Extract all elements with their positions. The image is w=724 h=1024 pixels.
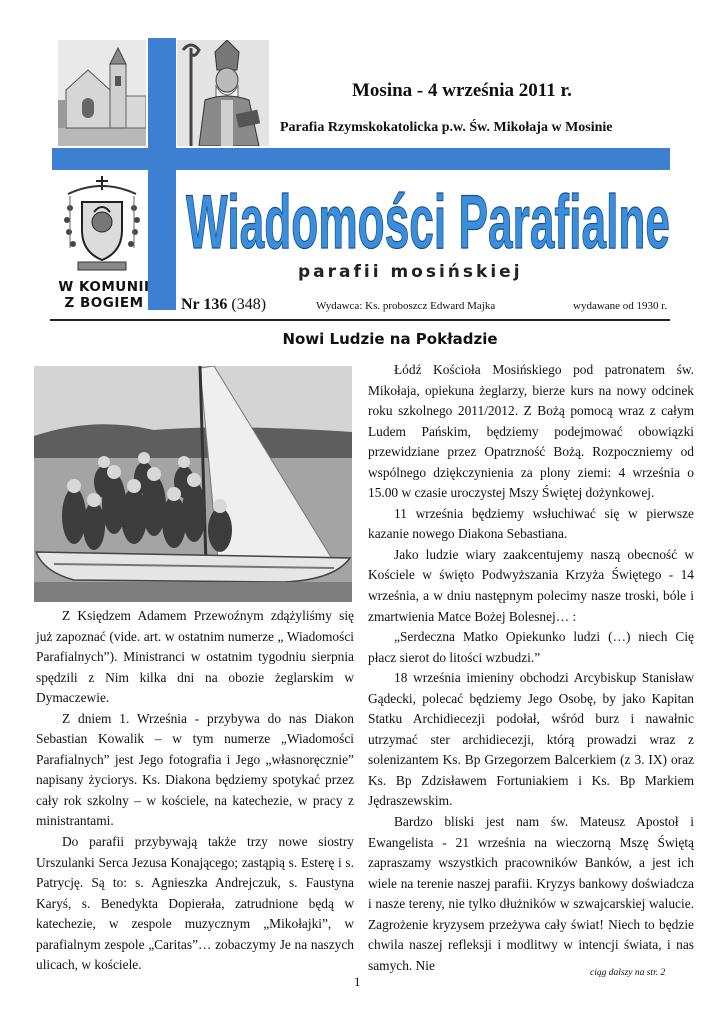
motto: [56, 279, 152, 311]
parish-name: Parafia Rzymskokatolicka p.w. Św. Mikołaja w Mosinie: [280, 120, 613, 135]
bishop-icon-photo: [177, 40, 269, 146]
masthead-title-block: [180, 180, 680, 260]
cross-horizontal-bar: [52, 148, 670, 170]
article-paragraph: Łódź Kościoła Mosińskiego pod patronatem św. Mikołaja, opiekuna żeglarzy, bierze kurs na nowy odcinek roku szkolnego 2011/2012. Z Bożą pomocą wraz z całym Ludem Pańskim, będziemy podejmować obowiązki przewidziane przez Opatrzność Bożą. Rozpoczniemy od wspólnego dziękczynienia za plony ziemi: 4 września o 15.00 w czasie uroczystej Mszy Świętej dożynkowej.: [368, 362, 694, 501]
coat-of-arms-icon: [60, 172, 144, 274]
masthead-title: Wiadomości Parafialne: [186, 180, 670, 260]
article-right-column: [368, 360, 694, 976]
header-divider: [50, 319, 670, 321]
article-paragraph: Bardzo bliski jest nam św. Mateusz Apostoł i Ewangelista - 21 września na wieczorną Mszę Świętą zapraszamy wszystkich pracowników Banków, a jest ich wiele na terenie naszej parafii. Kryzys bankowy doświadcza i nasze tereny, nie tylko dłużników w szwajcarskiej walucie. Zagrożenie kryzysem przeżywa cały świat! Niech to będzie chwila naszej refleksji i modlitwy w intencji świata, i nas samych. Nie: [368, 814, 694, 973]
issue-number: Nr 136: [181, 296, 228, 313]
article-paragraph: 11 września będziemy wsłuchiwać się w pierwsze kazanie nowego Diakona Sebastiana.: [368, 505, 694, 542]
sailboat-group-photo: [34, 366, 352, 602]
issue-total: (348): [231, 296, 267, 313]
article-title: Nowi Ludzie na Pokładzie: [282, 330, 498, 348]
issue-date: Mosina - 4 września 2011 r.: [352, 80, 572, 101]
article-paragraph: Jako ludzie wiary zaakcentujemy naszą obecność w Kościele w święto Podwyższania Krzyża Świętego - 14 września, a w dniu następnym polecimy nasze troski, bóle i zmartwienia Matce Bożej Bolesnej… :: [368, 546, 694, 624]
publisher: Wydawca: Ks. proboszcz Edward Majka: [316, 300, 496, 312]
cross-vertical-bar: [148, 38, 176, 310]
issue-number-block: [181, 296, 266, 314]
article-paragraph: 18 września imieniny obchodzi Arcybiskup Stanisław Gądecki, polecać będziemy Jego Osobę, by jako Kapitan Statku Archidiecezji podołał, wśród burz i nawałnic utrzymać ster archidiecezji, którą prowadzi wraz z solenizantem Ks. Bp Grzegorzem Balcerkiem (z 3. IX) oraz Ks. Bp Zdzisławem Fortuniakiem i Ks. Bp Markiem Jędraszewskim.: [368, 670, 694, 809]
article-left-column: [36, 606, 354, 976]
page-number: 1: [354, 974, 361, 989]
continued-note: ciąg dalszy na str. 2: [590, 968, 666, 978]
article-paragraph: Do parafii przybywają także trzy nowe siostry Urszulanki Serca Jezusa Konającego; zastąpią s. Esterę i s. Patrycję. Są to: s. Agnieszka Andrejczuk, s. Faustyna Karyś, s. Benedykta Dopierała, zatrudnione będą w katechezie, w zespole muzycznym „Mikołajki”, w parafialnym zespole „Caritas”… zobaczymy Je na naszych ulicach, w kościele.: [36, 834, 354, 973]
published-since: wydawane od 1930 r.: [573, 300, 668, 312]
article-paragraph: Z dniem 1. Września - przybywa do nas Diakon Sebastian Kowalik – w tym numerze „Wiadomości Parafialnych” jest Jego fotografia i Jego „własnoręcznie” napisany życiorys. Ks. Diakona będziemy spotykać przez cały rok szkolny – w kościele, na katechezie, w pracy z ministrantami.: [36, 710, 354, 829]
motto-line-2: Z BOGIEM: [64, 295, 144, 311]
article-paragraph: Z Księdzem Adamem Przewoźnym zdążyliśmy się już zapoznać (vide. art. w ostatnim numerze „ Wiadomości Parafialnych”). Ministranci w ostatnim tygodniu sierpnia spędzili z Nim kilka dni na obozie żeglarskim w Dymaczewie.: [36, 608, 354, 706]
article-paragraph: „Serdeczna Matko Opiekunko ludzi (…) niech Cię płacz sierot do litości wzbudzi.”: [368, 629, 694, 665]
church-photo: [58, 40, 146, 146]
masthead-subtitle: parafii mosińskiej: [298, 262, 523, 282]
motto-line-1: W KOMUNII: [58, 279, 150, 295]
